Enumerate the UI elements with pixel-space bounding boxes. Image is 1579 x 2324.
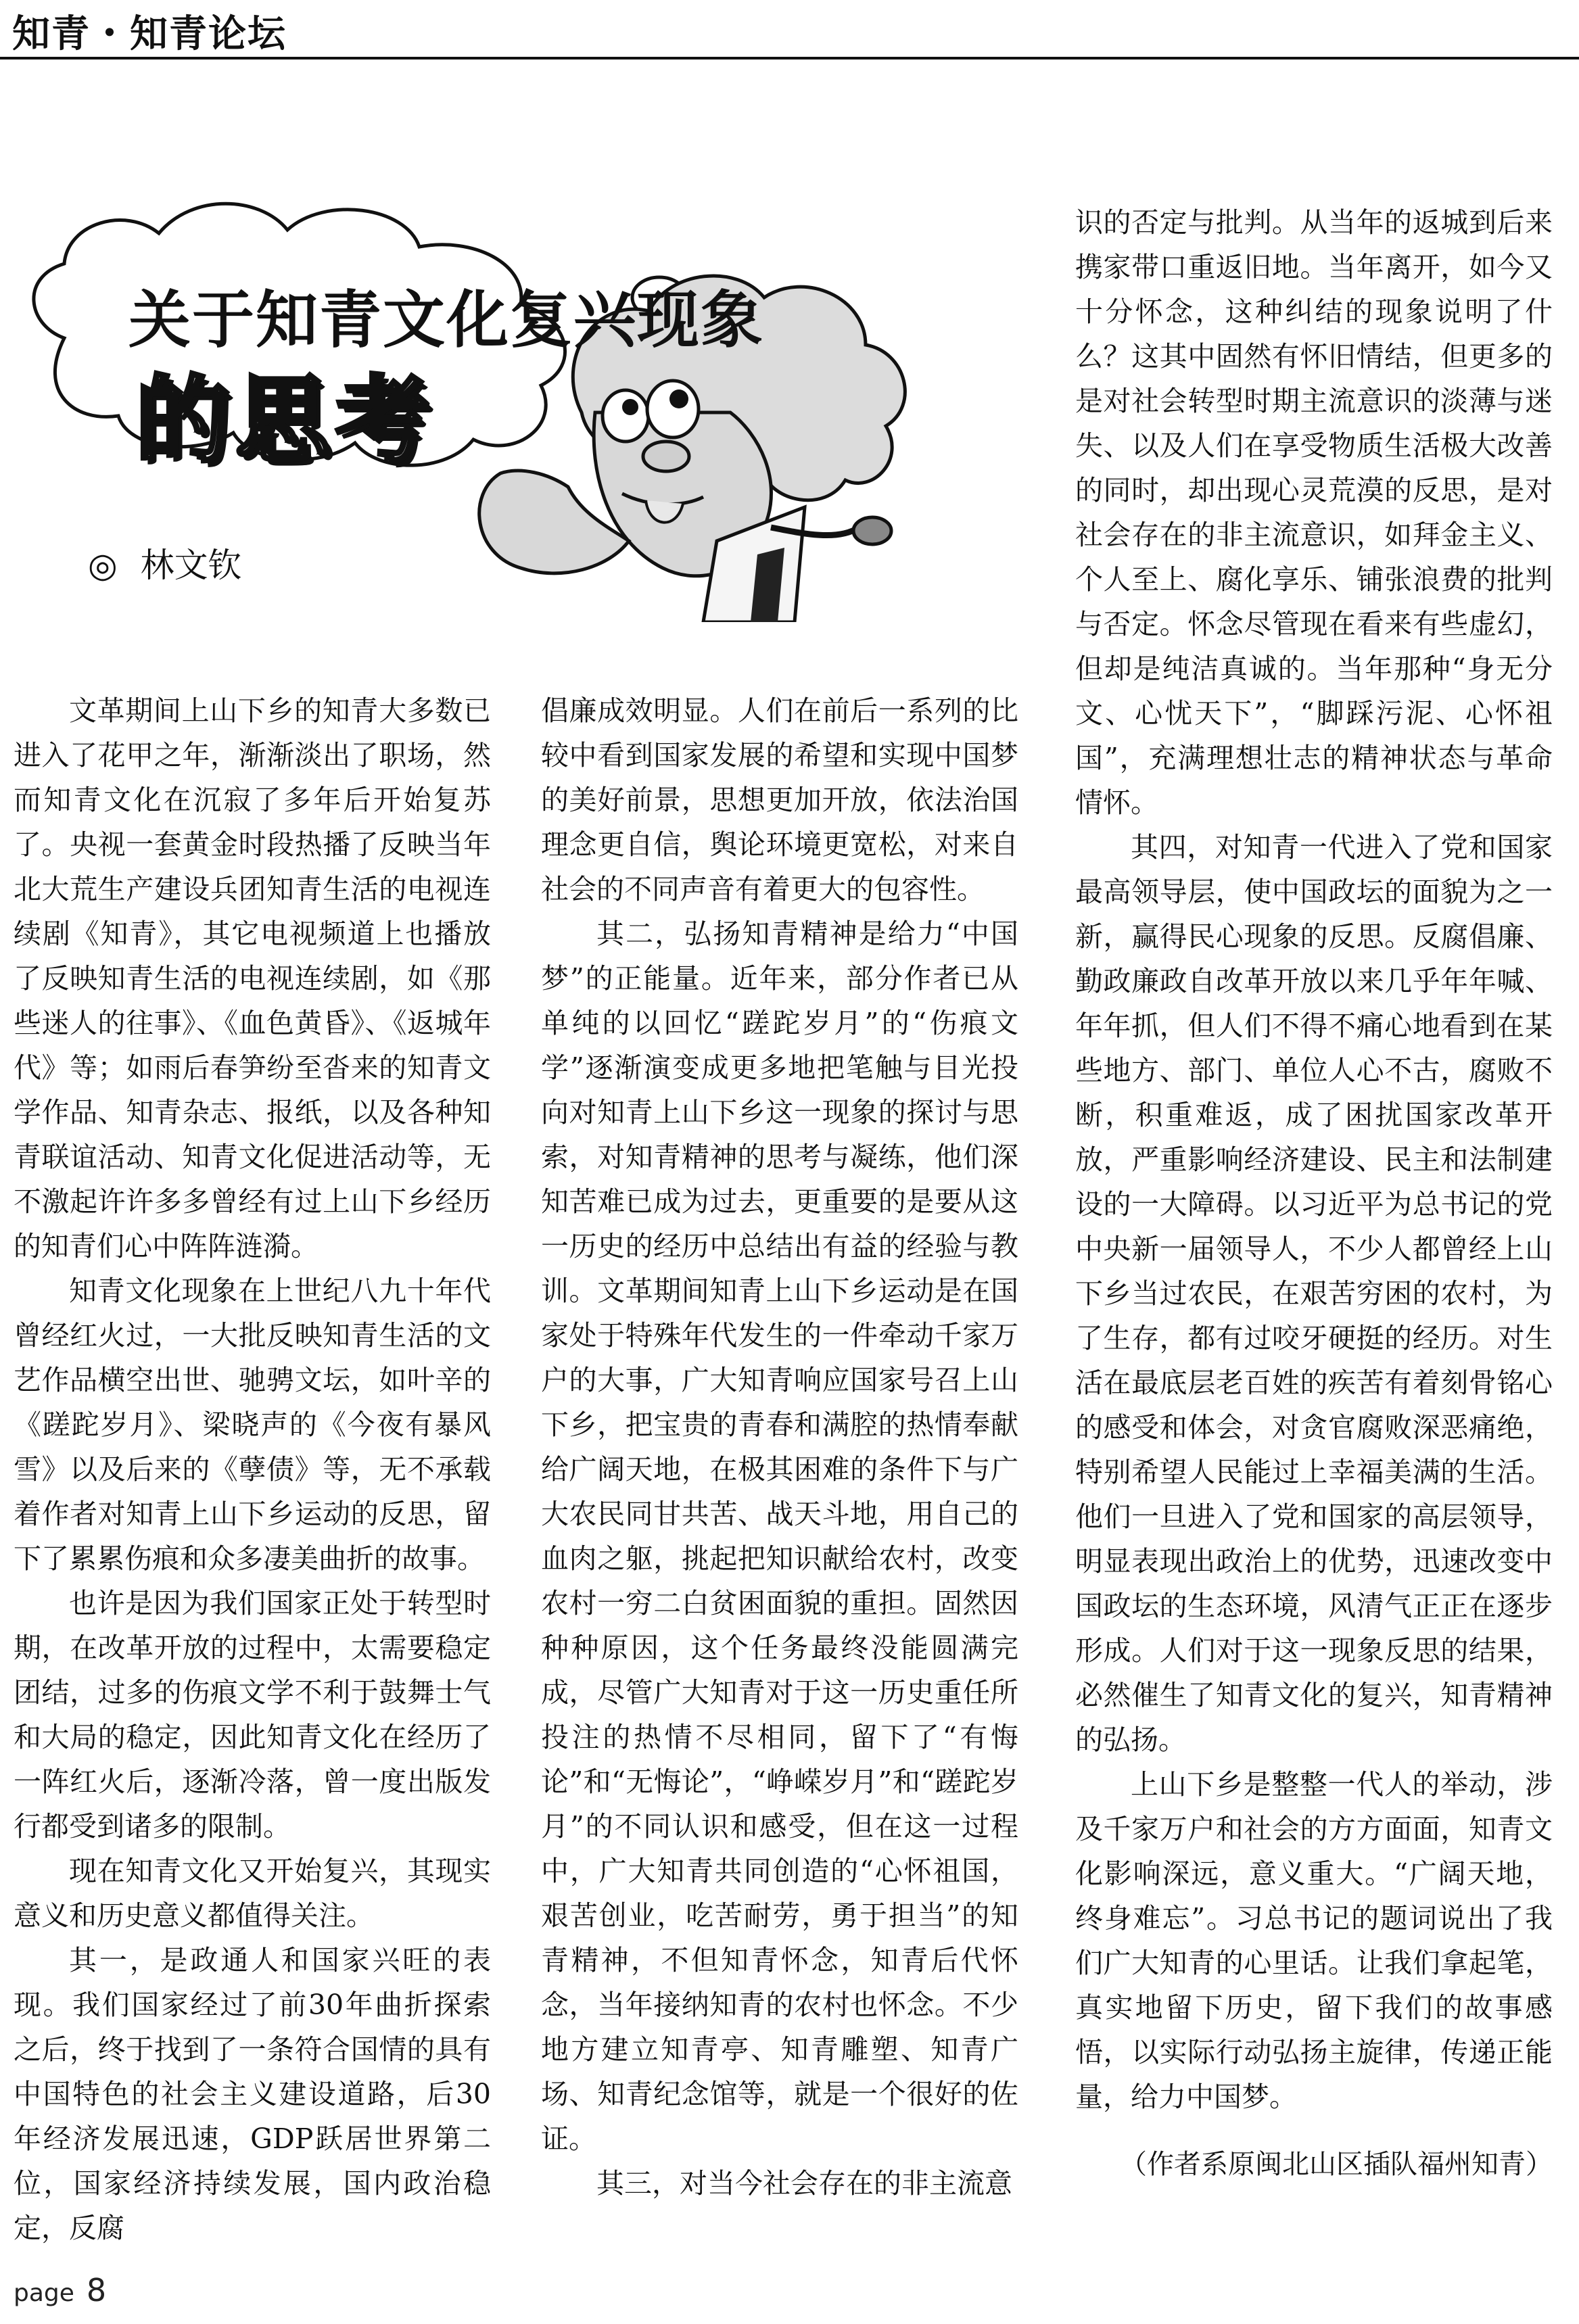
article-title-line1: 关于知青文化复兴现象 bbox=[128, 284, 765, 356]
byline-mark: ◎ bbox=[88, 546, 118, 585]
paragraph: 其一，是政通人和国家兴旺的表现。我们国家经过了前30年曲折探索之后，终于找到了一条符合国情的具有中国特色的社会主义建设道路，后30年经济发展迅速，GDP跃居世界第二位，国家经济持续发展，国内政治稳定，反腐 bbox=[14, 1944, 491, 2244]
eye-left bbox=[603, 390, 649, 442]
byline bbox=[88, 538, 265, 587]
paragraph: 其三，对当今社会存在的非主流意 bbox=[596, 2167, 1012, 2200]
paragraph: 现在知青文化又开始复兴，其现实意义和历史意义都值得关注。 bbox=[14, 1855, 491, 1932]
paragraph: 知青文化现象在上世纪八九十年代曾经红火过，一大批反映知青生活的文艺作品横空出世、驰骋文坛，如叶辛的《蹉跎岁月》、梁晓声的《今夜有暴风雪》以及后来的《孽债》等，无不承载着作者对知青上山下乡运动的反思，留下了累累伤痕和众多凄美曲折的故事。 bbox=[14, 1275, 491, 1575]
body-column-2 bbox=[541, 688, 1018, 2206]
paragraph: 倡廉成效明显。人们在前后一系列的比较中看到国家发展的希望和实现中国梦的美好前景，思想更加开放，依法治国理念更自信，舆论环境更宽松，对来自社会的不同声音有着更大的包容性。 bbox=[541, 694, 1018, 905]
body-column-3 bbox=[1075, 200, 1553, 2187]
section-title: 知青・知青论坛 bbox=[12, 11, 287, 56]
author-note: （作者系原闽北山区插队福州知青） bbox=[1120, 2149, 1553, 2180]
page-folio bbox=[14, 2272, 106, 2308]
paragraph: 识的否定与批判。从当年的返城到后来携家带口重返旧地。当年离开，如今又十分怀念，这种纠结的现象说明了什么？这其中固然有怀旧情结，但更多的是对社会转型时期主流意识的淡薄与迷失、以及人们在享受物质生活极大改善的同时，却出现心灵荒漠的反思，是对社会存在的非主流意识，如拜金主义、个人至上、腐化享乐、铺张浪费的批判与否定。怀念尽管现在看来有些虚幻，但却是纯洁真诚的。当年那种“身无分文、心忧天下”，“脚踩污泥、心怀祖国”，充满理想壮志的精神状态与革命情怀。 bbox=[1075, 206, 1553, 819]
paragraph: 也许是因为我们国家正处于转型时期，在改革开放的过程中，太需要稳定团结，过多的伤痕文学不利于鼓舞士气和大局的稳定，因此知青文化在经历了一阵红火后，逐渐冷落，曾一度出版发行都受到诸多的限制。 bbox=[14, 1587, 491, 1843]
header-rule bbox=[0, 57, 1579, 60]
paragraph: 文革期间上山下乡的知青大多数已进入了花甲之年，渐渐淡出了职场，然而知青文化在沉寂了多年后开始复苏了。央视一套黄金时段热播了反映当年北大荒生产建设兵团知青生活的电视连续剧《知青》，其它电视频道上也播放了反映知青生活的电视连续剧，如《那些迷人的往事》、《血色黄昏》、《返城年代》等；如雨后春笋纷至沓来的知青文学作品、知青杂志、报纸，以及各种知青联谊活动、知青文化促进活动等，无不激起许许多多曾经有过上山下乡经历的知青们心中阵阵涟漪。 bbox=[14, 694, 491, 1262]
body-column-1 bbox=[14, 688, 491, 2250]
author-name: 林文钦 bbox=[140, 546, 242, 585]
article-title-line2: 的思考 bbox=[135, 366, 436, 476]
page-number: 8 bbox=[86, 2272, 107, 2308]
paragraph: 其四，对知青一代进入了党和国家最高领导层，使中国政坛的面貌为之一新，赢得民心现象的反思。反腐倡廉、勤政廉政自改革开放以来几乎年年喊、年年抓，但人们不得不痛心地看到在某些地方、部门、单位人心不古，腐败不断，积重难返，成了困扰国家改革开放，严重影响经济建设、民主和法制建设的一大障碍。以习近平为总书记的党中央新一届领导人，不少人都曾经上山下乡当过农民，在艰苦穷困的农村，为了生存，都有过咬牙硬挺的经历。对生活在最底层老百姓的疾苦有着刻骨铭心的感受和体会，对贪官腐败深恶痛绝，特别希望人民能过上幸福美满的生活。他们一旦进入了党和国家的高层领导，明显表现出政治上的优势，迅速改变中国政坛的生态环境，风清气正正在逐步形成。人们对于这一现象反思的结果，必然催生了知青文化的复兴，知青精神的弘扬。 bbox=[1075, 831, 1553, 1756]
pipe-bowl bbox=[853, 517, 891, 544]
page-word: page bbox=[14, 2279, 74, 2307]
paragraph: 上山下乡是整整一代人的举动，涉及千家万户和社会的方方面面，知青文化影响深远，意义重大。“广阔天地，终身难忘”。习总书记的题词说出了我们广大知青的心里话。让我们拿起笔，真实地留下历史，留下我们的故事感悟，以实际行动弘扬主旋律，传递正能量，给力中国梦。 bbox=[1075, 1768, 1553, 2113]
eye-right bbox=[647, 381, 699, 437]
nose bbox=[643, 442, 689, 471]
paragraph: 其二，弘扬知青精神是给力“中国梦”的正能量。近年来，部分作者已从单纯的以回忆“蹉跎岁月”的“伤痕文学”逐渐演变成更多地把笔触与目光投向对知青上山下乡这一现象的探讨与思索，对知青精神的思考与凝练，他们深知苦难已成为过去，更重要的是要从这一历史的经历中总结出有益的经验与教训。文革期间知青上山下乡运动是在国家处于特殊年代发生的一件牵动千家万户的大事，广大知青响应国家号召上山下乡，把宝贵的青春和满腔的热情奉献给广阔天地，在极其困难的条件下与广大农民同甘共苦、战天斗地，用自己的血肉之躯，挑起把知识献给农村，改变农村一穷二白贫困面貌的重担。固然因种种原因，这个任务最终没能圆满完成，尽管广大知青对于这一历史重任所投注的热情不尽相同，留下了“有悔论”和“无悔论”，“峥嵘岁月”和“蹉跎岁月”的不同认识和感受，但在这一过程中，广大知青共同创造的“心怀祖国，艰苦创业，吃苦耐劳，勇于担当”的知青精神，不但知青怀念，知青后代怀念，当年接纳知青的农村也怀念。不少地方建立知青亭、知青雕塑、知青广场、知青纪念馆等，就是一个很好的佐证。 bbox=[541, 918, 1018, 2155]
